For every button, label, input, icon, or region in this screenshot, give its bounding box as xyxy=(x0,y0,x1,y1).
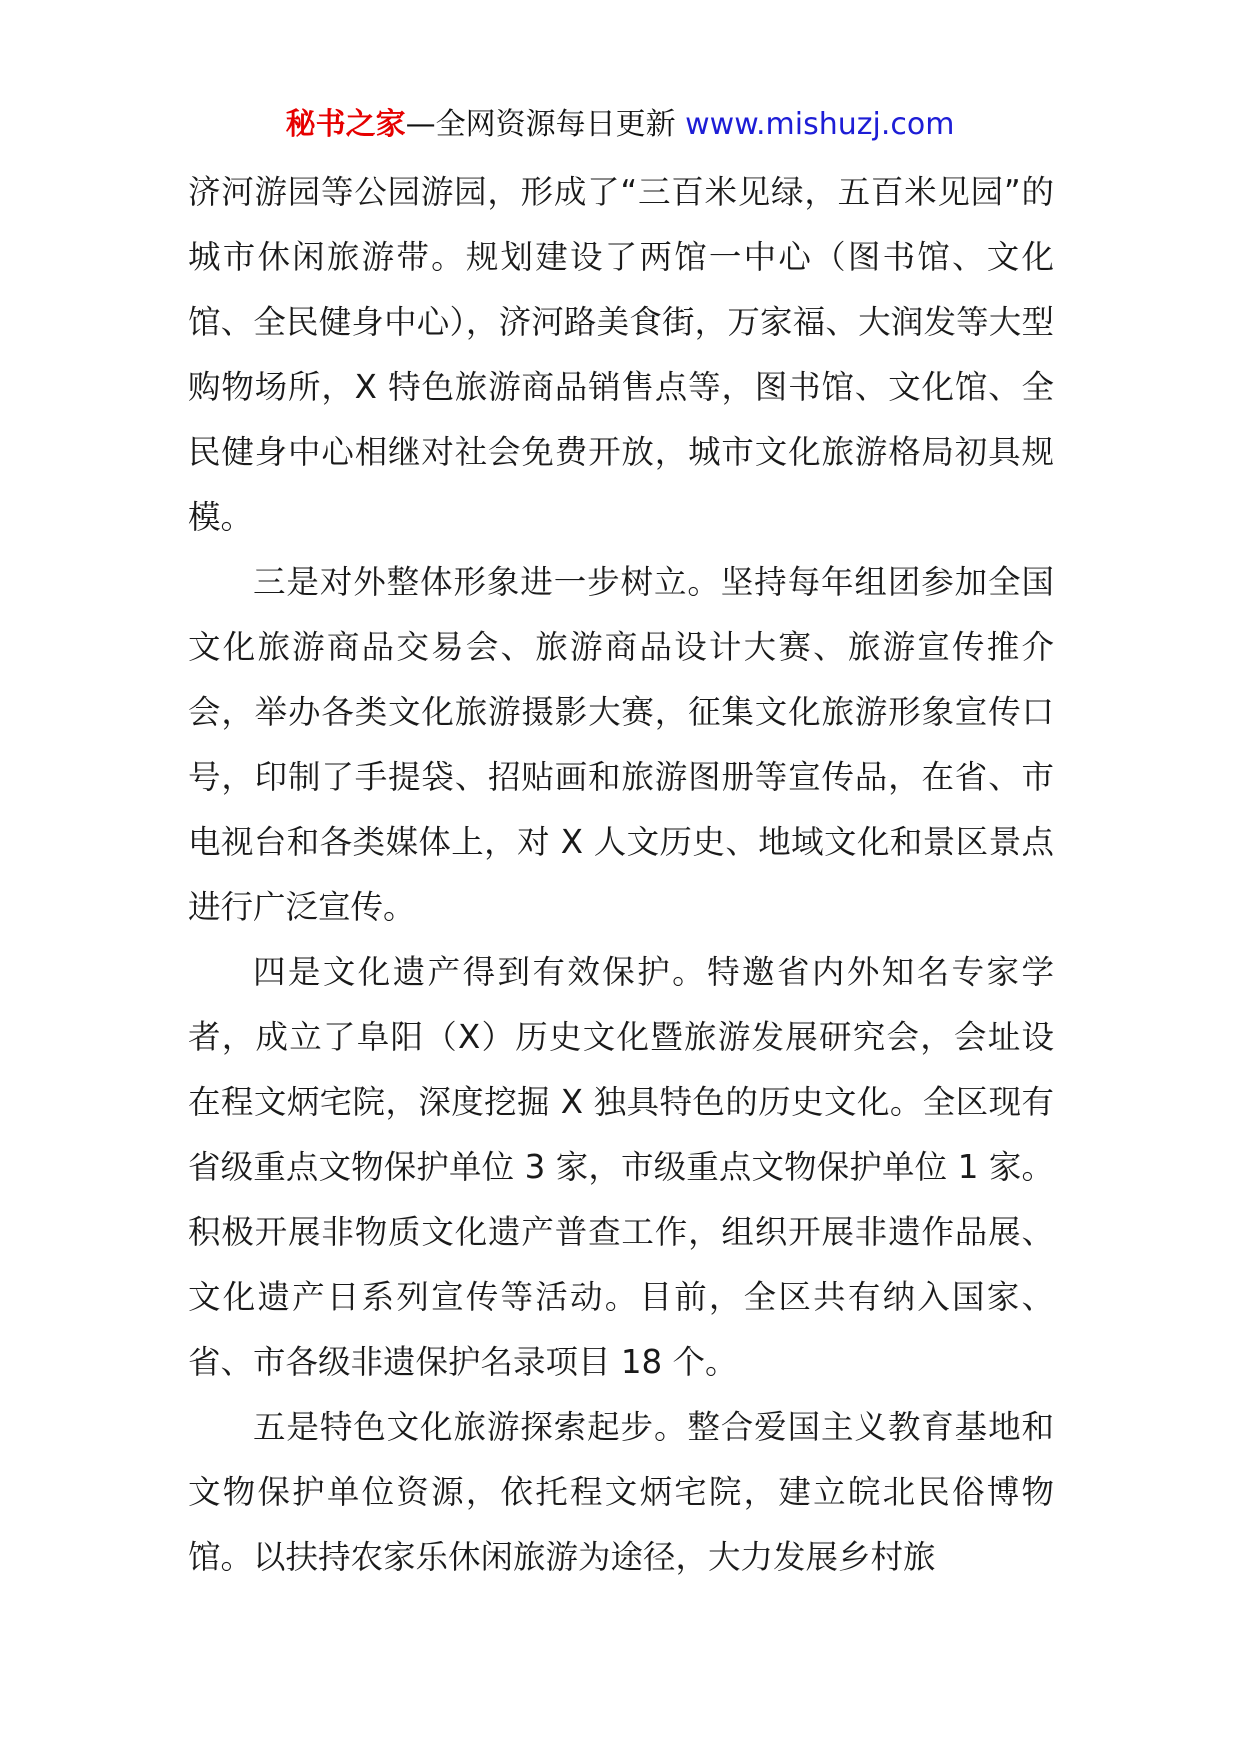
paragraph-continued: 济河游园等公园游园，形成了“三百米见绿，五百米见园”的城市休闲旅游带。规划建设了两馆一中心（图书馆、文化馆、全民健身中心），济河路美食街，万家福、大润发等大型购物场所，X 特色旅游商品销售点等，图书馆、文化馆、全民健身中心相继对社会免费开放，城市文化旅游格局初具规模。 xyxy=(188,173,1054,536)
site-tagline: —全网资源每日更新 xyxy=(405,107,686,142)
paragraph-five: 五是特色文化旅游探索起步。整合爱国主义教育基地和文物保护单位资源，依托程文炳宅院，建立皖北民俗博物馆。以扶持农家乐休闲旅游为途径，大力发展乡村旅 xyxy=(188,1408,1054,1576)
page-header xyxy=(0,98,1240,152)
paragraph-four: 四是文化遗产得到有效保护。特邀省内外知名专家学者，成立了阜阳（X）历史文化暨旅游发展研究会，会址设在程文炳宅院，深度挖掘 X 独具特色的历史文化。全区现有省级重点文物保护单位 3 家，市级重点文物保护单位 1 家。积极开展非物质文化遗产普查工作，组织开展非遗作品展、文化遗产日系列宣传等活动。目前，全区共有纳入国家、省、市各级非遗保护名录项目 18 个。 xyxy=(188,953,1054,1381)
document-body xyxy=(188,160,1054,1590)
paragraph-three: 三是对外整体形象进一步树立。坚持每年组团参加全国文化旅游商品交易会、旅游商品设计大赛、旅游宣传推介会，举办各类文化旅游摄影大赛，征集文化旅游形象宣传口号，印制了手提袋、招贴画和旅游图册等宣传品，在省、市电视台和各类媒体上，对 X 人文历史、地域文化和景区景点进行广泛宣传。 xyxy=(188,563,1054,926)
site-brand: 秘书之家 xyxy=(285,107,406,142)
site-url-link[interactable]: www.mishuzj.com xyxy=(685,107,955,142)
